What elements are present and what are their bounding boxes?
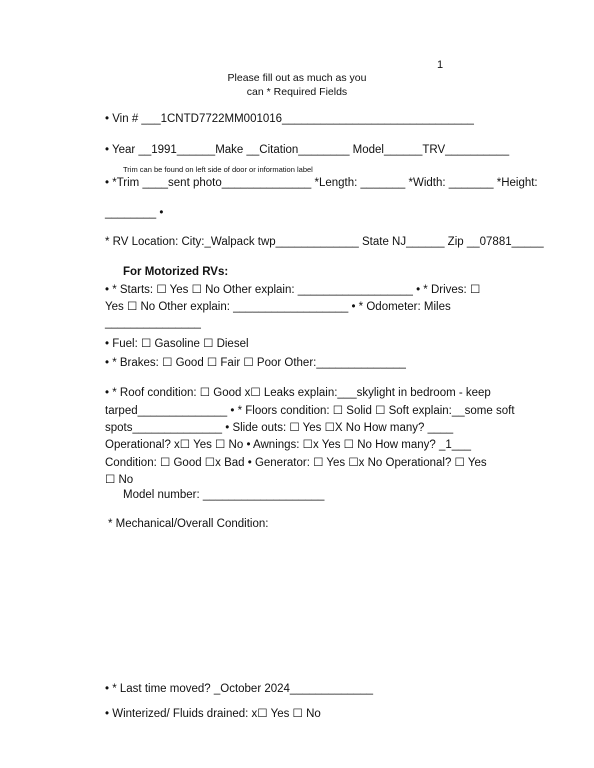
generator-no-option[interactable]: ☐ No xyxy=(105,474,134,486)
instructions-line-1: Please fill out as much as you xyxy=(227,72,367,84)
slide-outs-field[interactable]: spots______________ • Slide outs: ☐ Yes ☐X No How many? ____ xyxy=(105,422,454,434)
trim-note: Trim can be found on left side of door or information label xyxy=(123,165,313,174)
mechanical-condition-label: * Mechanical/Overall Condition: xyxy=(108,518,269,530)
instructions-line-2: can * Required Fields xyxy=(246,86,348,98)
vin-field[interactable]: • Vin # ___1CNTD7722MM001016______________________________ xyxy=(105,113,474,125)
trim-dimensions-field[interactable]: • *Trim ____sent photo______________ *Length: _______ *Width: _______ *Height: xyxy=(105,177,538,189)
starts-field[interactable]: • * Starts: ☐ Yes ☐ No Other explain: __________________ • * Drives: ☐ xyxy=(105,284,481,296)
height-field[interactable]: ________ • xyxy=(105,207,164,219)
winterized-field[interactable]: • Winterized/ Fluids drained: x☐ Yes ☐ No xyxy=(105,708,321,720)
model-number-field[interactable]: Model number: ___________________ xyxy=(123,489,325,501)
page-number: 1 xyxy=(437,59,444,71)
floors-condition-field[interactable]: tarped______________ • * Floors condition: ☐ Solid ☐ Soft explain:__some soft xyxy=(105,405,515,417)
motorized-heading: For Motorized RVs: xyxy=(123,266,229,278)
brakes-field[interactable]: • * Brakes: ☐ Good ☐ Fair ☐ Poor Other:______________ xyxy=(105,357,406,369)
year-make-model-field[interactable]: • Year __1991______Make __Citation________ Model______TRV__________ xyxy=(105,144,510,156)
last-moved-field[interactable]: • * Last time moved? _October 2024_____________ xyxy=(105,683,374,695)
awnings-field[interactable]: Operational? x☐ Yes ☐ No • Awnings: ☐x Yes ☐ No How many? _1___ xyxy=(105,439,471,451)
fuel-field[interactable]: • Fuel: ☐ Gasoline ☐ Diesel xyxy=(105,338,249,350)
roof-condition-field[interactable]: • * Roof condition: ☐ Good x☐ Leaks explain:___skylight in bedroom - keep xyxy=(105,387,491,399)
drives-field[interactable]: Yes ☐ No Other explain: __________________ • * Odometer: Miles xyxy=(105,301,451,313)
rv-location-field[interactable]: * RV Location: City:_Walpack twp_____________ State NJ______ Zip __07881_____ xyxy=(105,236,544,248)
generator-field[interactable]: Condition: ☐ Good ☐x Bad • Generator: ☐ Yes ☐x No Operational? ☐ Yes xyxy=(105,457,487,469)
odometer-field[interactable]: _______________ xyxy=(105,317,201,329)
